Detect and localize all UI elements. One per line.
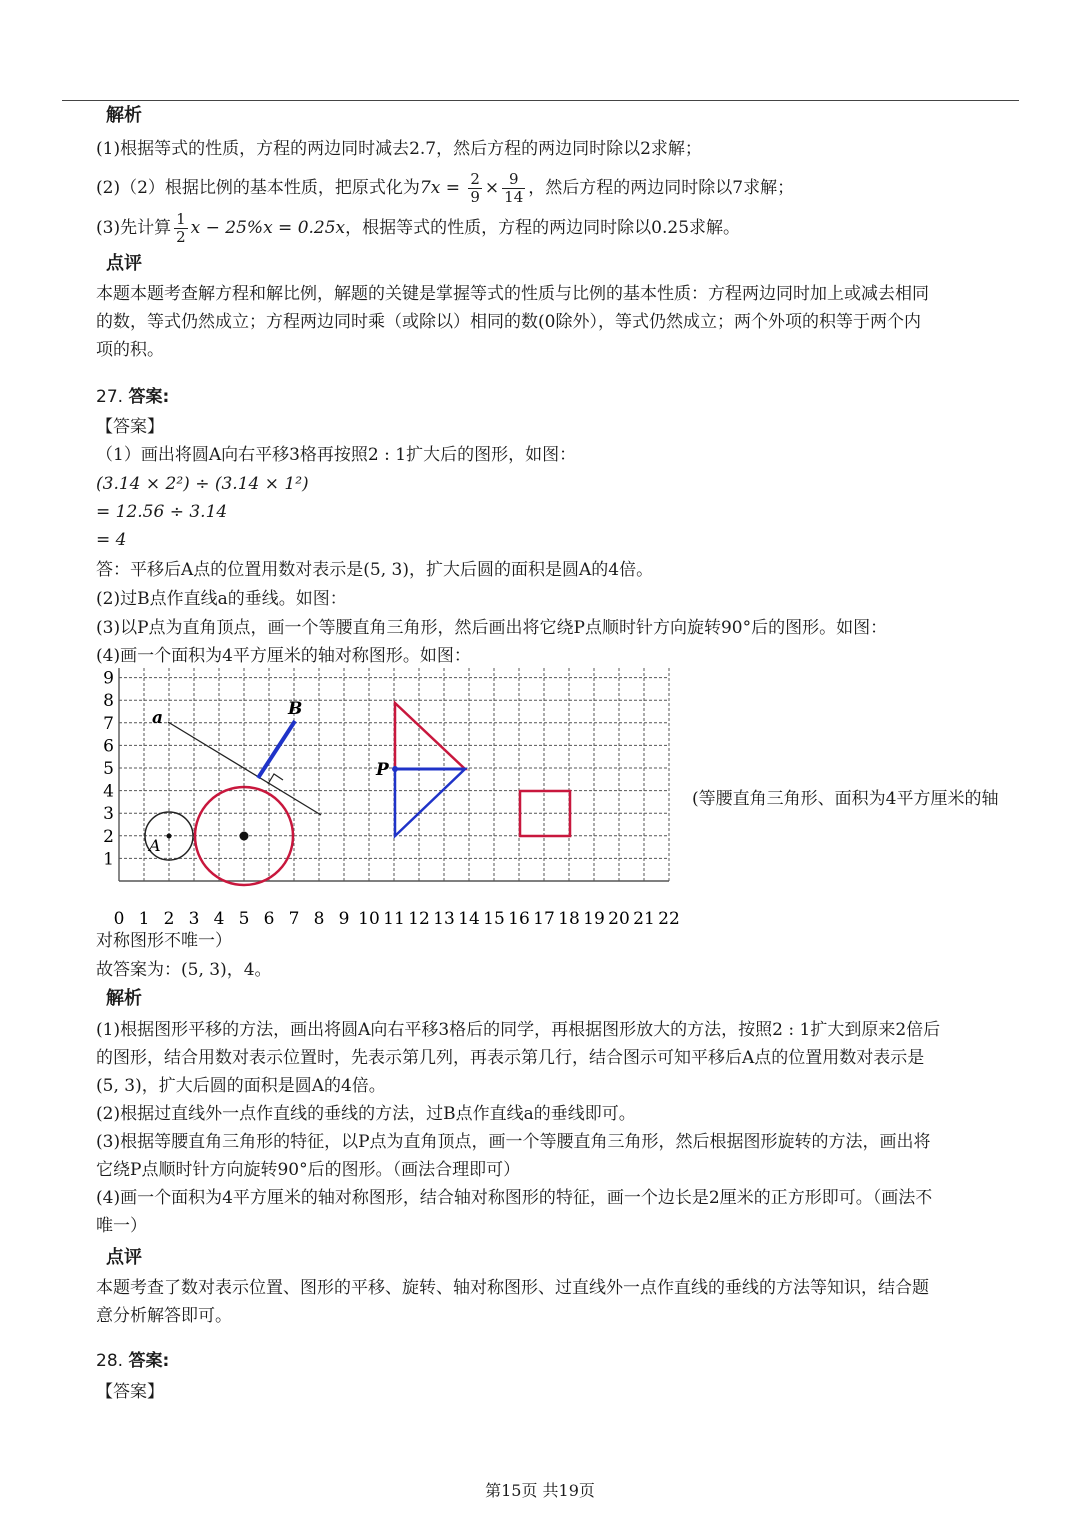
- fraction-9-14: $\frac{9}{14}$: [504, 170, 524, 206]
- x-tick-label: 13: [433, 909, 455, 929]
- label-A: A: [149, 836, 161, 855]
- x-tick-label: 9: [338, 909, 350, 929]
- jiexi-line-2-prefix: (2)（2）根据比例的基本性质，把原式化为: [96, 178, 420, 198]
- answer-27-part-4: (4)画一个面积为4平方厘米的轴对称图形。如图：: [96, 646, 471, 666]
- jiexi-heading: 解析: [106, 105, 142, 126]
- fraction-1-2: $\frac{1}{2}$: [176, 210, 186, 246]
- dianping-27-paragraph: 本题考查了数对表示位置、图形的平移、旋转、轴对称图形、过直线外一点作直线的垂线的方法等知识，结合题 意分析解答即可。: [96, 1278, 929, 1326]
- x-tick-label: 6: [263, 909, 275, 929]
- label-B: B: [288, 699, 303, 719]
- coordinate-grid-figure: [88, 668, 698, 930]
- question-28-header: 28. 答案:: [96, 1351, 170, 1371]
- jiexi-line-2: [96, 170, 794, 210]
- point-P: [392, 766, 398, 772]
- x-tick-label: 8: [313, 909, 325, 929]
- jiexi-line-3: [96, 210, 740, 250]
- y-tick-label: 5: [103, 759, 114, 779]
- answer-27-part-1: （1）画出将圆A向右平移3格再按照2 : 1扩大后的图形，如图：: [96, 445, 577, 465]
- calc-line-2: = 12.56 ÷ 3.14: [96, 502, 228, 522]
- label-P: P: [376, 760, 389, 780]
- x-tick-label: 20: [608, 909, 630, 929]
- figure-note-continued: 对称图形不唯一）: [96, 931, 232, 951]
- y-tick-label: 8: [103, 691, 114, 712]
- times-sign: ×: [484, 178, 500, 198]
- x-tick-label: 11: [383, 909, 405, 929]
- x-tick-label: 16: [508, 909, 530, 929]
- x-tick-label: 12: [408, 909, 430, 929]
- x-tick-label: 3: [188, 909, 200, 929]
- answer-27-part-2: (2)过B点作直线a的垂线。如图：: [96, 589, 347, 609]
- fraction-2-9: $\frac{2}{9}$: [470, 170, 480, 206]
- jiexi-line-2-suffix: ，然后方程的两边同时除以7求解；: [528, 178, 795, 198]
- answer-bracket-28: 【答案】: [96, 1382, 164, 1402]
- x-tick-label: 4: [213, 909, 225, 929]
- right-angle-mark: [268, 774, 283, 784]
- axis-tick-labels: [92, 668, 679, 929]
- x-tick-label: 5: [238, 909, 250, 929]
- x-tick-label: 2: [163, 909, 175, 929]
- dianping-heading: 点评: [106, 253, 142, 274]
- jiexi-line-3-prefix: (3)先计算: [96, 218, 172, 238]
- circle-A-center: [167, 834, 172, 839]
- x-tick-label: 7: [288, 909, 300, 929]
- jiexi-line-1: (1)根据等式的性质，方程的两边同时减去2.7，然后方程的两边同时除以2求解；: [96, 139, 702, 159]
- answer-27-part-3: (3)以P点为直角顶点，画一个等腰直角三角形，然后画出将它绕P点顺时针方向旋转90°后的图形。如图：: [96, 618, 888, 638]
- x-tick-label: 1: [138, 909, 150, 929]
- top-rule: [62, 100, 1019, 101]
- y-tick-label: 4: [103, 781, 114, 802]
- equation-7x: 7x =: [419, 178, 460, 198]
- y-tick-label: 6: [103, 736, 114, 757]
- figure-side-note: (等腰直角三角形、面积为4平方厘米的轴: [692, 789, 999, 809]
- x-tick-label: 19: [583, 909, 605, 929]
- x-tick-label: 10: [358, 909, 380, 929]
- calc-line-1: (3.14 × 2²) ÷ (3.14 × 1²): [96, 474, 309, 494]
- label-a: a: [152, 708, 164, 728]
- answer-statement: 答：平移后A点的位置用数对表示是(5, 3)，扩大后圆的面积是圆A的4倍。: [96, 560, 654, 580]
- dianping-paragraph: 本题本题考查解方程和解比例，解题的关键是掌握等式的性质与比例的基本性质：方程两边同时加上或减去相同 的数，等式仍然成立；方程两边同时乘（或除以）相同的数(0除外），等式仍然成立；两个外项的积等于两个内 项的积。: [96, 284, 929, 360]
- final-answer: 故答案为：(5, 3)，4。: [96, 960, 272, 980]
- x-tick-label: 15: [483, 909, 505, 929]
- x-tick-label: 18: [558, 909, 580, 929]
- answer-bracket-27: 【答案】: [96, 417, 164, 437]
- jiexi-heading-27: 解析: [106, 988, 142, 1009]
- y-tick-label: 7: [103, 713, 114, 734]
- x-tick-label: 21: [633, 909, 655, 929]
- y-tick-label: 2: [103, 826, 114, 847]
- page-footer: 第15页 共19页: [485, 1481, 595, 1500]
- x-tick-label: 17: [533, 909, 555, 929]
- triangle-red-rotated: [395, 703, 465, 769]
- x-tick-label: 22: [658, 909, 680, 929]
- y-tick-label: 3: [103, 804, 114, 825]
- y-tick-label: 1: [103, 849, 114, 870]
- x-tick-label: 0: [113, 909, 125, 929]
- circle-enlarged-center: [240, 832, 249, 841]
- x-tick-label: 14: [458, 909, 480, 929]
- question-27-header: 27. 答案:: [96, 387, 170, 407]
- calc-line-3: = 4: [96, 530, 127, 550]
- jiexi-27-paragraph: (1)根据图形平移的方法，画出将圆A向右平移3格后的同学，再根据图形放大的方法，按照2 : 1扩大到原来2倍后 的图形，结合用数对表示位置时，先表示第几列，再表示第几行，结合图示可知平移后A点的位置用数对表示是 (5, 3)，扩大后圆的面积是圆A的4倍。 (2)根据过直线外一点作直线的垂线的方法，过B点作直线a的垂线即可。 (3)根据等腰直角三角形的特征，以P点为直角顶点，画一个等腰直角三角形，然后根据图形旋转的方法，画出将 它绕P点顺时针方向旋转90°后的图形。（画法合理即可） (4)画一个面积为4平方厘米的轴对称图形，结合轴对称图形的特征，画一个边长是2厘米的正方形即可。（画法不 唯一）: [96, 1020, 941, 1236]
- y-tick-label: 9: [103, 668, 114, 689]
- expression-quarter-x: x − 25%x = 0.25x: [190, 218, 346, 238]
- jiexi-line-3-suffix: ，根据等式的性质，方程的两边同时除以0.25求解。: [345, 218, 741, 238]
- triangle-blue-original: [395, 769, 465, 836]
- perpendicular-segment-B: [258, 721, 295, 778]
- dianping-heading-27: 点评: [106, 1247, 142, 1268]
